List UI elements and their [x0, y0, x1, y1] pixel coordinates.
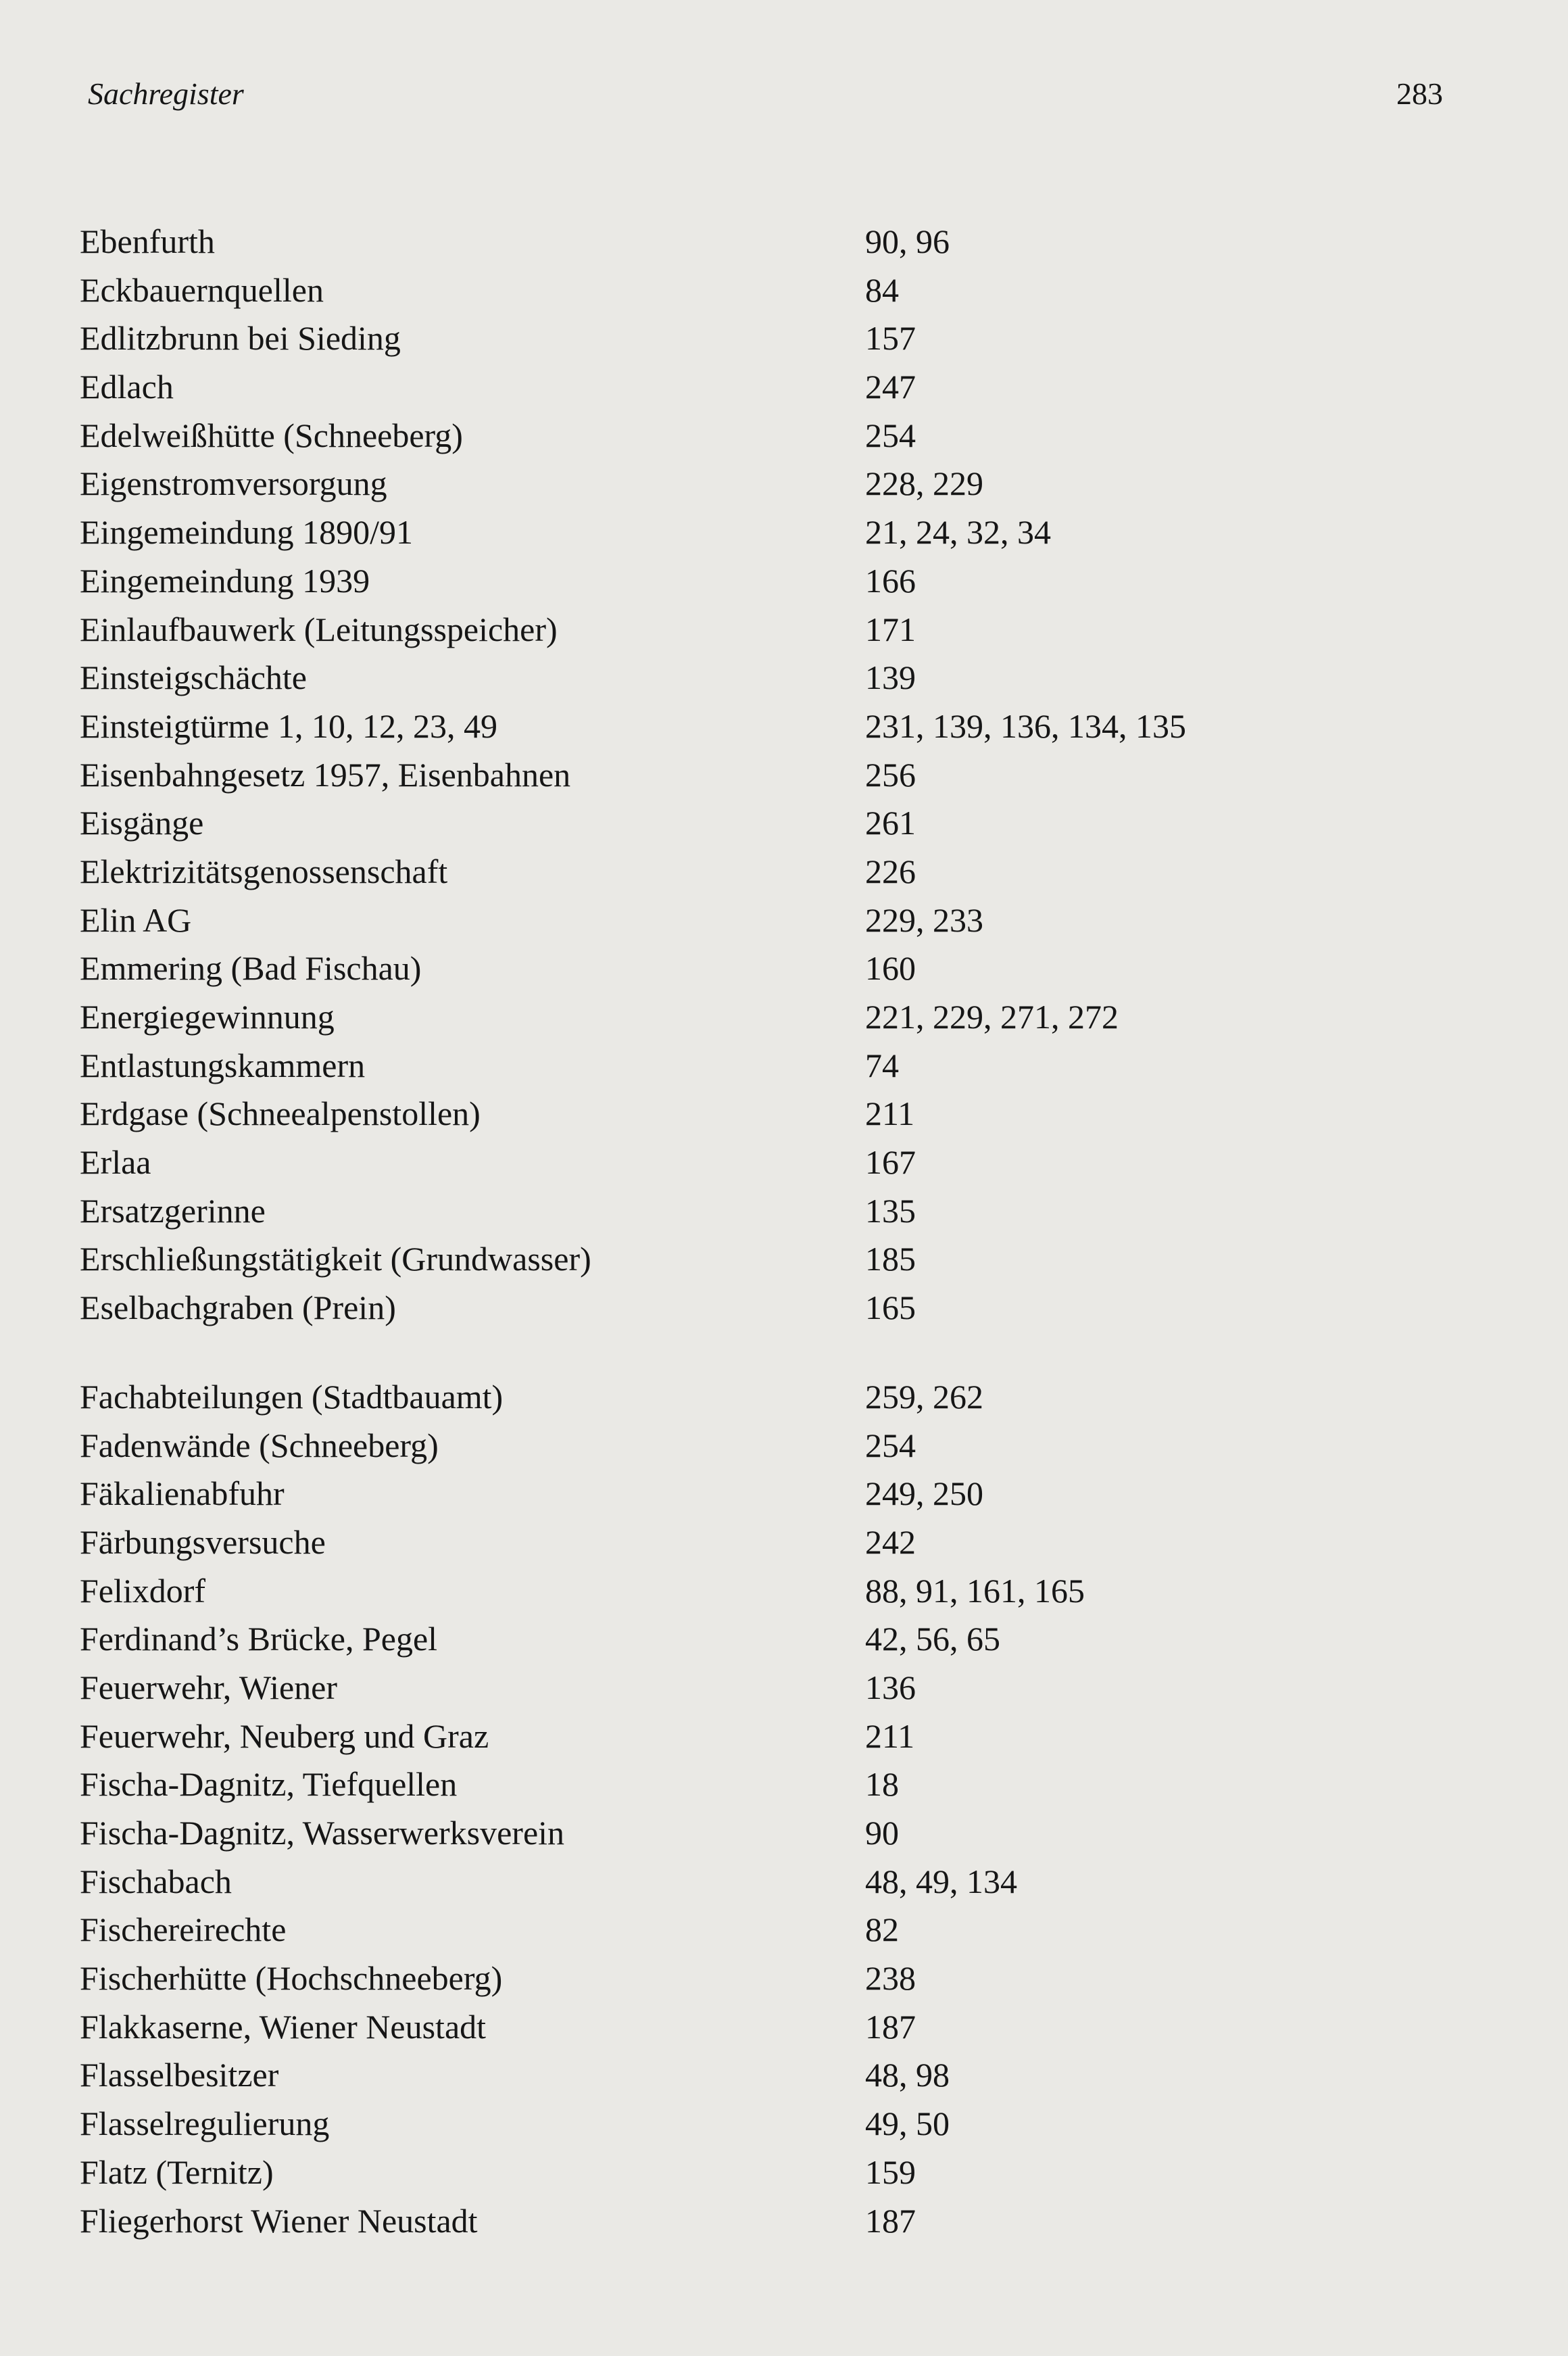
index-page-refs: 221, 229, 271, 272: [865, 998, 1119, 1036]
index-term: Feuerwehr, Neuberg und Graz: [80, 1716, 489, 1755]
index-entry: [80, 218, 1296, 266]
index-entry: [80, 363, 1296, 412]
index-entry: [80, 654, 1296, 702]
index-term: Eisenbahngesetz 1957, Eisenbahnen: [80, 755, 571, 794]
index-term: Eingemeindung 1890/91: [80, 513, 413, 552]
index-entry: [80, 2051, 1296, 2100]
index-entry: [80, 1284, 1296, 1332]
index-page-refs: 231, 139, 136, 134, 135: [865, 706, 1186, 745]
index-entry: [80, 557, 1296, 606]
index-page-refs: 166: [865, 561, 916, 600]
index-term: Flatz (Ternitz): [80, 2153, 274, 2191]
index-entry: [80, 751, 1296, 800]
index-term: Erdgase (Schneealpenstollen): [80, 1095, 481, 1133]
index-page-refs: 256: [865, 755, 916, 794]
index-page-refs: 187: [865, 2201, 916, 2240]
index-entry: [80, 1187, 1296, 1236]
index-term: Fischereirechte: [80, 1910, 287, 1949]
index-term: Elektrizitätsgenossenschaft: [80, 852, 448, 890]
index-term: Färbungsversuche: [80, 1522, 326, 1561]
index-page-refs: 84: [865, 270, 899, 309]
index-entry: [80, 1664, 1296, 1712]
index-page-refs: 82: [865, 1910, 899, 1949]
index-page-refs: 261: [865, 804, 916, 842]
index-entry: [80, 2003, 1296, 2052]
index-entry: [80, 1138, 1296, 1187]
index-page-refs: 160: [865, 949, 916, 988]
index-entry: [80, 266, 1296, 315]
index-term: Eisgänge: [80, 804, 204, 842]
index-entry: [80, 2197, 1296, 2246]
index-entry: [80, 1858, 1296, 1906]
index-term: Elin AG: [80, 900, 192, 939]
index-entry: [80, 944, 1296, 993]
index-entry: [80, 1906, 1296, 1954]
index-term: Flasselregulierung: [80, 2105, 330, 2143]
page-header: [88, 76, 1443, 130]
index-page-refs: 229, 233: [865, 900, 983, 939]
index-entry: [80, 606, 1296, 654]
index-term: Erschließungstätigkeit (Grundwasser): [80, 1240, 591, 1278]
index-page-refs: 226: [865, 852, 916, 890]
index-page-refs: 259, 262: [865, 1377, 983, 1416]
index-entry: [80, 1567, 1296, 1616]
index-page-refs: 238: [865, 1959, 916, 1998]
index-page-refs: 18: [865, 1765, 899, 1804]
index-page-refs: 242: [865, 1522, 916, 1561]
index-entry: [80, 1518, 1296, 1567]
index-entry: [80, 314, 1296, 363]
index-entry: [80, 1712, 1296, 1761]
index-term: Erlaa: [80, 1143, 151, 1182]
index-term: Fischabach: [80, 1862, 232, 1900]
index-term: Ersatzgerinne: [80, 1191, 266, 1230]
index-entry: [80, 1422, 1296, 1470]
index-page-refs: 21, 24, 32, 34: [865, 513, 1051, 552]
index-term: Fischa-Dagnitz, Wasserwerksverein: [80, 1814, 565, 1852]
index-page-refs: 228, 229: [865, 464, 983, 503]
index-term: Edlitzbrunn bei Sieding: [80, 319, 401, 358]
index-page-refs: 159: [865, 2153, 916, 2191]
index-term: Eingemeindung 1939: [80, 561, 370, 600]
index-term: Energiegewinnung: [80, 998, 335, 1036]
index-entry: [80, 848, 1296, 896]
index-page-refs: 90, 96: [865, 222, 950, 260]
index-term: Flakkaserne, Wiener Neustadt: [80, 2007, 487, 2046]
index-page-refs: 157: [865, 319, 916, 358]
index-page-refs: 171: [865, 610, 916, 648]
index-page-refs: 88, 91, 161, 165: [865, 1571, 1085, 1610]
index-page-refs: 247: [865, 368, 916, 406]
index-entry: [80, 2148, 1296, 2197]
index-entry: [80, 1470, 1296, 1518]
index-entry: [80, 460, 1296, 508]
index-page-refs: 48, 49, 134: [865, 1862, 1017, 1900]
index-entry: [80, 993, 1296, 1042]
index-page-refs: 139: [865, 658, 916, 697]
index-page-refs: 74: [865, 1046, 899, 1084]
index-page-refs: 249, 250: [865, 1474, 983, 1513]
index-page-refs: 254: [865, 416, 916, 454]
index-entry: [80, 412, 1296, 460]
index-term: Flasselbesitzer: [80, 2056, 279, 2094]
index-term: Ferdinand’s Brücke, Pegel: [80, 1620, 438, 1658]
index-entry: [80, 1954, 1296, 2003]
index-term: Edlach: [80, 368, 174, 406]
running-head: Sachregister: [88, 76, 244, 111]
index-page-refs: 254: [865, 1426, 916, 1464]
index-term: Eigenstromversorgung: [80, 464, 387, 503]
index-page-refs: 165: [865, 1289, 916, 1327]
index-term: Entlastungskammern: [80, 1046, 366, 1084]
index-term: Emmering (Bad Fischau): [80, 949, 422, 988]
index-entry: [80, 1760, 1296, 1809]
index-page-refs: 185: [865, 1240, 916, 1278]
index-term: Felixdorf: [80, 1571, 206, 1610]
index-entry: [80, 702, 1296, 751]
index-term: Edelweißhütte (Schneeberg): [80, 416, 463, 454]
index-entry: [80, 1615, 1296, 1664]
index-page-refs: 211: [865, 1095, 915, 1133]
index-term: Eselbachgraben (Prein): [80, 1289, 396, 1327]
index-page-refs: 42, 56, 65: [865, 1620, 1000, 1658]
index-entry: [80, 1042, 1296, 1090]
index-term: Fäkalienabfuhr: [80, 1474, 285, 1513]
index-entry: [80, 2100, 1296, 2148]
index-term: Feuerwehr, Wiener: [80, 1668, 338, 1706]
index-page-refs: 90: [865, 1814, 899, 1852]
index-entry: [80, 1235, 1296, 1284]
index-page-refs: 135: [865, 1191, 916, 1230]
index-page-refs: 136: [865, 1668, 916, 1706]
index-term: Einlaufbauwerk (Leitungsspeicher): [80, 610, 558, 648]
index-entry: [80, 1090, 1296, 1138]
page-number: 283: [1396, 76, 1443, 111]
index-entry: [80, 1373, 1296, 1422]
index-term: Ebenfurth: [80, 222, 215, 260]
index-entry: [80, 1809, 1296, 1858]
index-page-refs: 49, 50: [865, 2105, 950, 2143]
index-term: Einsteigtürme 1, 10, 12, 23, 49: [80, 706, 497, 745]
index-term: Fischa-Dagnitz, Tiefquellen: [80, 1765, 458, 1804]
index-page-refs: 187: [865, 2007, 916, 2046]
index-page-refs: 211: [865, 1716, 915, 1755]
index-term: Eckbauernquellen: [80, 270, 324, 309]
index-entry: [80, 508, 1296, 557]
index-term: Fliegerhorst Wiener Neustadt: [80, 2201, 478, 2240]
index-term: Fadenwände (Schneeberg): [80, 1426, 439, 1464]
index-term: Fachabteilungen (Stadtbauamt): [80, 1377, 504, 1416]
index-entry: [80, 799, 1296, 848]
index-term: Einsteigschächte: [80, 658, 307, 697]
index-term: Fischerhütte (Hochschneeberg): [80, 1959, 503, 1998]
index-entries: [80, 218, 1296, 2245]
index-page-refs: 167: [865, 1143, 916, 1182]
index-entry: [80, 896, 1296, 945]
index-page-refs: 48, 98: [865, 2056, 950, 2094]
